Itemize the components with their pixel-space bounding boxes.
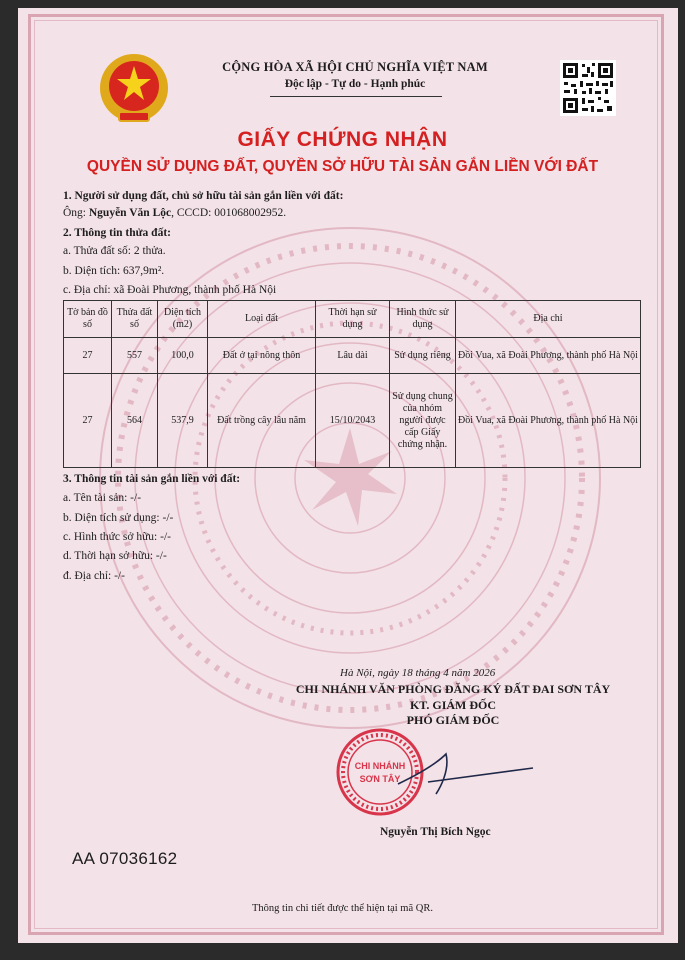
land-parcel-table	[63, 300, 641, 468]
table-cell: 27	[64, 338, 112, 374]
table-cell: 557	[112, 338, 158, 374]
national-motto: Độc lập - Tự do - Hạnh phúc	[284, 78, 426, 90]
table-header: Thửa đất số	[112, 301, 158, 338]
table-cell: 15/10/2043	[316, 374, 390, 468]
official-stamp-icon	[328, 722, 548, 822]
table-cell: 27	[64, 374, 112, 468]
qr-code-icon	[560, 60, 616, 116]
owner-line	[63, 207, 286, 219]
table-header: Diện tích (m2)	[158, 301, 208, 338]
signing-authority: KT. GIÁM ĐỐC	[409, 698, 497, 712]
table-header: Loại đất	[208, 301, 316, 338]
signer-name: Nguyễn Thị Bích Ngọc	[380, 826, 491, 838]
owner-name: Nguyễn Văn Lộc	[88, 207, 172, 219]
section1-heading: 1. Người sử dụng đất, chủ sở hữu tài sản gắn liền với đất:	[63, 190, 344, 202]
issuing-office: CHI NHÁNH VĂN PHÒNG ĐĂNG KÝ ĐẤT ĐAI SƠN TÂY	[295, 682, 611, 696]
table-cell: 564	[112, 374, 158, 468]
parcel-area: b. Diện tích: 637,9m².	[63, 265, 165, 277]
owner-prefix: Ông:	[63, 207, 89, 219]
national-emblem-icon	[93, 50, 175, 130]
parcel-address: c. Địa chỉ: xã Đoài Phương, thành phố Hà Nội	[63, 284, 277, 296]
stamp-text-line2: SƠN TÂY	[359, 774, 401, 784]
table-cell: Đồi Vua, xã Đoài Phương, thành phố Hà Nội	[456, 374, 641, 468]
table-cell: Sử dụng riêng	[390, 338, 456, 374]
asset-term: d. Thời hạn sở hữu: -/-	[63, 550, 167, 562]
table-cell: Sử dụng chung của nhóm người được cấp Giấy chứng nhận.	[390, 374, 456, 468]
nation-name: CỘNG HÒA XÃ HỘI CHỦ NGHĨA VIỆT NAM	[222, 60, 488, 74]
section2-heading: 2. Thông tin thửa đất:	[63, 227, 171, 239]
parcel-count: a. Thửa đất số: 2 thửa.	[63, 245, 166, 257]
table-header: Hình thức sử dụng	[390, 301, 456, 338]
table-header: Tờ bản đồ số	[64, 301, 112, 338]
asset-address: đ. Địa chỉ: -/-	[63, 570, 125, 582]
table-cell: Đất ở tại nông thôn	[208, 338, 316, 374]
table-cell: Đồi Vua, xã Đoài Phương, thành phố Hà Nội	[456, 338, 641, 374]
serial-number: AA 07036162	[72, 849, 178, 868]
motto-underline	[270, 96, 442, 97]
signer-position: PHÓ GIÁM ĐỐC	[406, 713, 500, 727]
asset-area: b. Diện tích sử dụng: -/-	[63, 512, 174, 524]
table-header-row	[64, 301, 641, 338]
table-header: Thời hạn sử dụng	[316, 301, 390, 338]
stamp-text-line1: CHI NHÁNH	[354, 761, 406, 771]
certificate-subtitle: QUYỀN SỬ DỤNG ĐẤT, QUYỀN SỞ HỮU TÀI SẢN GẮN LIỀN VỚI ĐẤT	[86, 158, 599, 175]
table-header: Địa chỉ	[456, 301, 641, 338]
qr-footer-note: Thông tin chi tiết được thể hiện tại mã QR.	[252, 903, 433, 914]
table-row	[64, 338, 641, 374]
table-cell: Lâu dài	[316, 338, 390, 374]
asset-ownership-form: c. Hình thức sở hữu: -/-	[63, 531, 171, 543]
asset-name: a. Tên tài sản: -/-	[63, 492, 142, 504]
certificate-title: GIẤY CHỨNG NHẬN	[237, 128, 448, 151]
owner-id: , CCCD: 001068002952.	[171, 207, 287, 219]
table-cell: 100,0	[158, 338, 208, 374]
section3-heading: 3. Thông tin tài sản gắn liền với đất:	[63, 473, 241, 485]
table-cell: 537,9	[158, 374, 208, 468]
issue-date: Hà Nội, ngày 18 tháng 4 năm 2026	[340, 667, 496, 679]
table-cell: Đất trồng cây lâu năm	[208, 374, 316, 468]
table-row	[64, 374, 641, 468]
